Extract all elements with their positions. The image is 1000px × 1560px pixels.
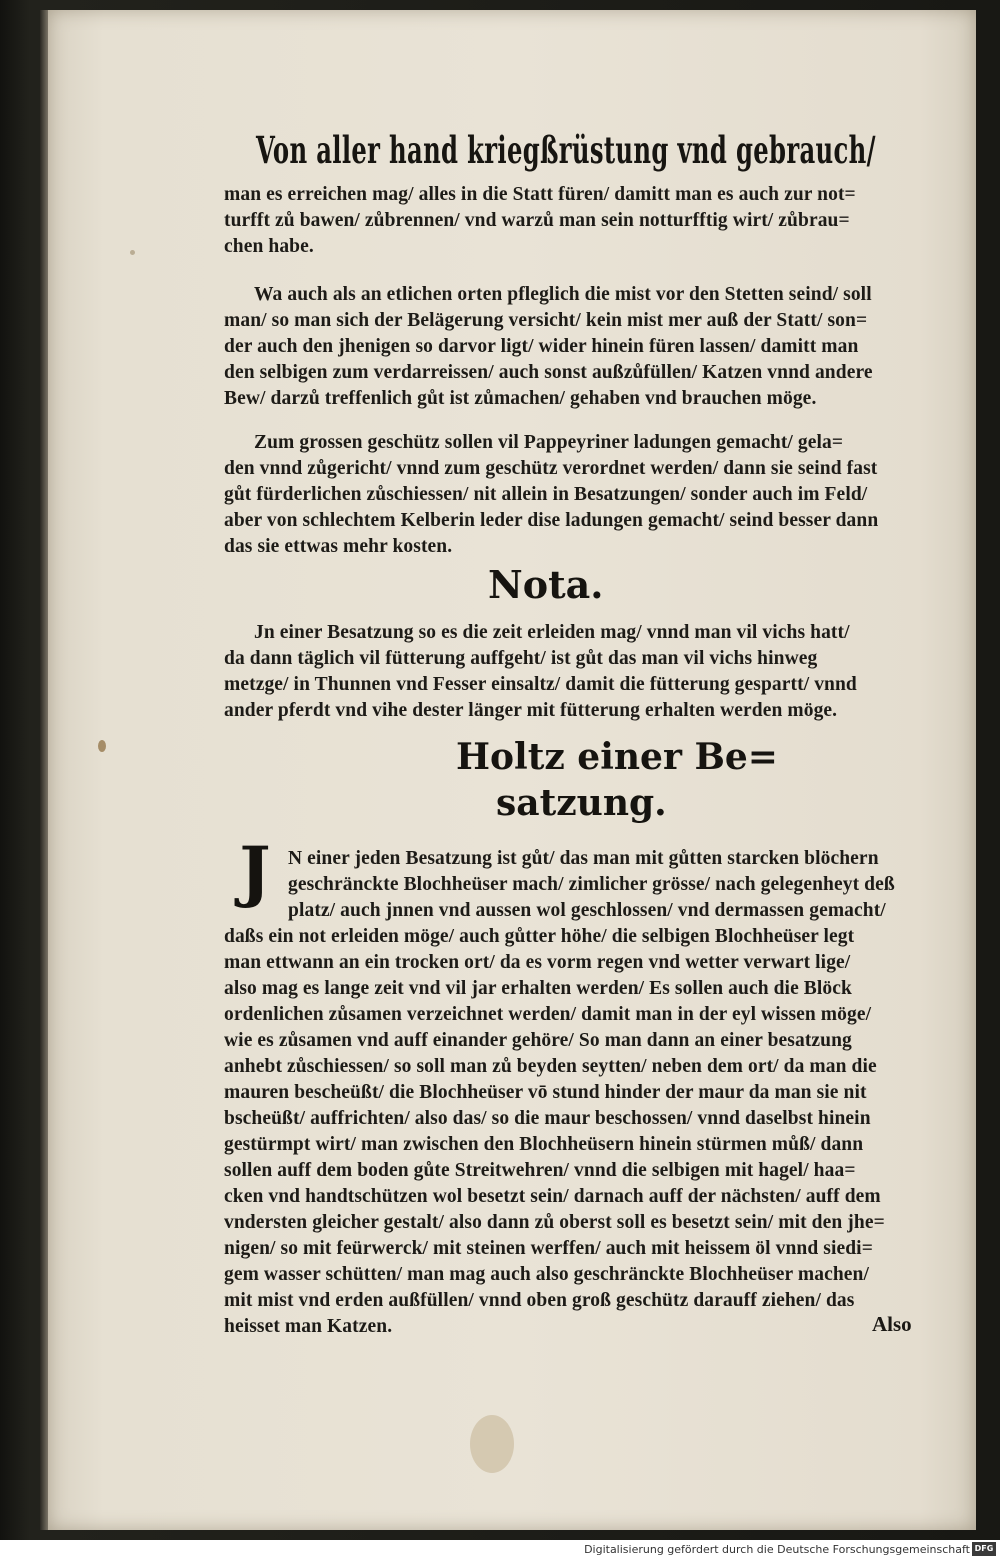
funding-credit: Digitalisierung gefördert durch die Deutsche Forschungsgemeinschaft [584,1543,970,1556]
text-line: Wa auch als an etlichen orten pfleglich die mist vor den Stetten seind/ soll [254,284,872,305]
text-line: gestürmpt wirt/ man zwischen den Blochheüsern hinein stürmen můß/ dann [224,1134,864,1155]
text-line: N einer jeden Besatzung ist gůt/ das man mit gůtten starcken blöchern [288,848,879,869]
foxing-spot [470,1415,514,1473]
text-line: Bew/ darzů treffenlich gůt ist zůmachen/ gehaben vnd brauchen möge. [224,388,817,409]
text-line: chen habe. [224,236,314,257]
text-line: heisset man Katzen. [224,1316,393,1337]
text-line: ander pferdt vnd vihe dester länger mit fütterung erhalten werden möge. [224,700,838,721]
text-line: also mag es lange zeit vnd vil jar erhalten werden/ Es sollen auch die Blöck [224,978,852,999]
text-line: Zum grossen geschütz sollen vil Pappeyriner ladungen gemacht/ gela= [254,432,844,453]
section-heading: Holtz einer Be= [456,736,778,778]
text-line: nigen/ so mit feürwerck/ mit steinen werffen/ auch mit heissem öl vnnd siedi= [224,1238,873,1259]
text-line: geschränckte Blochheüser mach/ zimlicher grösse/ nach gelegenheyt deß [288,874,895,895]
text-line: mauren bescheüßt/ die Blochheüser vō stund hinder der maur da man sie nit [224,1082,867,1103]
text-line: den vnnd zůgericht/ vnnd zum geschütz verordnet werden/ dann sie seind fast [224,458,878,479]
text-line: man ettwann an ein trocken ort/ da es vorm regen vnd wetter verwart lige/ [224,952,851,973]
text-line: sollen auff dem boden gůte Streitwehren/ vnnd die selbigen mit hagel/ haa= [224,1160,856,1181]
text-line: aber von schlechtem Kelberin leder dise ladungen gemacht/ seind besser dann [224,510,879,531]
text-line: anhebt zůschiessen/ so soll man zů beyden seytten/ neben dem ort/ da man die [224,1056,877,1077]
catchword: Also [872,1312,912,1336]
foxing-spot [130,250,135,255]
initial-letter: J [239,832,271,910]
text-line: daßs ein not erleiden möge/ auch gůtter höhe/ die selbigen Blochheüser legt [224,926,855,947]
foxing-spot [98,740,106,752]
text-line: gem wasser schütten/ man mag auch also geschränckte Blochheüser machen/ [224,1264,869,1285]
text-line: cken vnd handtschützen wol besetzt sein/ darnach auff der nächsten/ auff dem [224,1186,881,1207]
text-line: der auch den jhenigen so darvor ligt/ wider hinein füren lassen/ damitt man [224,336,859,357]
text-line: bscheüßt/ auffrichten/ also das/ so die maur beschossen/ vnnd daselbst hinein [224,1108,871,1129]
text-line: gůt fürderlichen zůschiessen/ nit allein in Besatzungen/ sonder auch im Feld/ [224,484,868,505]
text-line: mit mist vnd erden außfüllen/ vnnd oben groß geschütz darauff ziehen/ das [224,1290,855,1311]
text-line: vndersten gleicher gestalt/ also dann zů oberst soll es besetzt sein/ mit den jhe= [224,1212,885,1233]
text-line: den selbigen zum verdarreissen/ auch sonst außzůfüllen/ Katzen vnnd andere [224,362,873,383]
text-line: man/ so man sich der Belägerung versicht/ kein mist mer auß der Statt/ son= [224,310,868,331]
text-line: metzge/ in Thunnen vnd Fesser einsaltz/ damit die fütterung gespartt/ vnnd [224,674,857,695]
running-head: Von aller hand kriegßrüstung vnd gebrauch/ [256,128,876,172]
section-heading: satzung. [496,782,667,824]
dfg-logo: DFG [972,1542,996,1556]
text-line: wie es zůsamen vnd auff einander gehöre/ So man dann an einer besatzung [224,1030,852,1051]
text-line: das sie ettwas mehr kosten. [224,536,453,557]
text-line: man es erreichen mag/ alles in die Statt füren/ damitt man es auch zur not= [224,184,856,205]
text-line: ordenlichen zůsamen verzeichnet werden/ damit man in der eyl wissen möge/ [224,1004,872,1025]
text-line: da dann täglich vil fütterung auffgeht/ ist gůt das man vil vichs hinweg [224,648,818,669]
text-line: Jn einer Besatzung so es die zeit erleiden mag/ vnnd man vil vichs hatt/ [254,622,850,643]
text-line: platz/ auch jnnen vnd aussen wol geschlossen/ vnd dermassen gemacht/ [288,900,886,921]
text-line: turfft zů bawen/ zůbrennen/ vnd warzů man sein notturfftig wirt/ zůbrau= [224,210,850,231]
nota-heading: Nota. [488,562,604,607]
